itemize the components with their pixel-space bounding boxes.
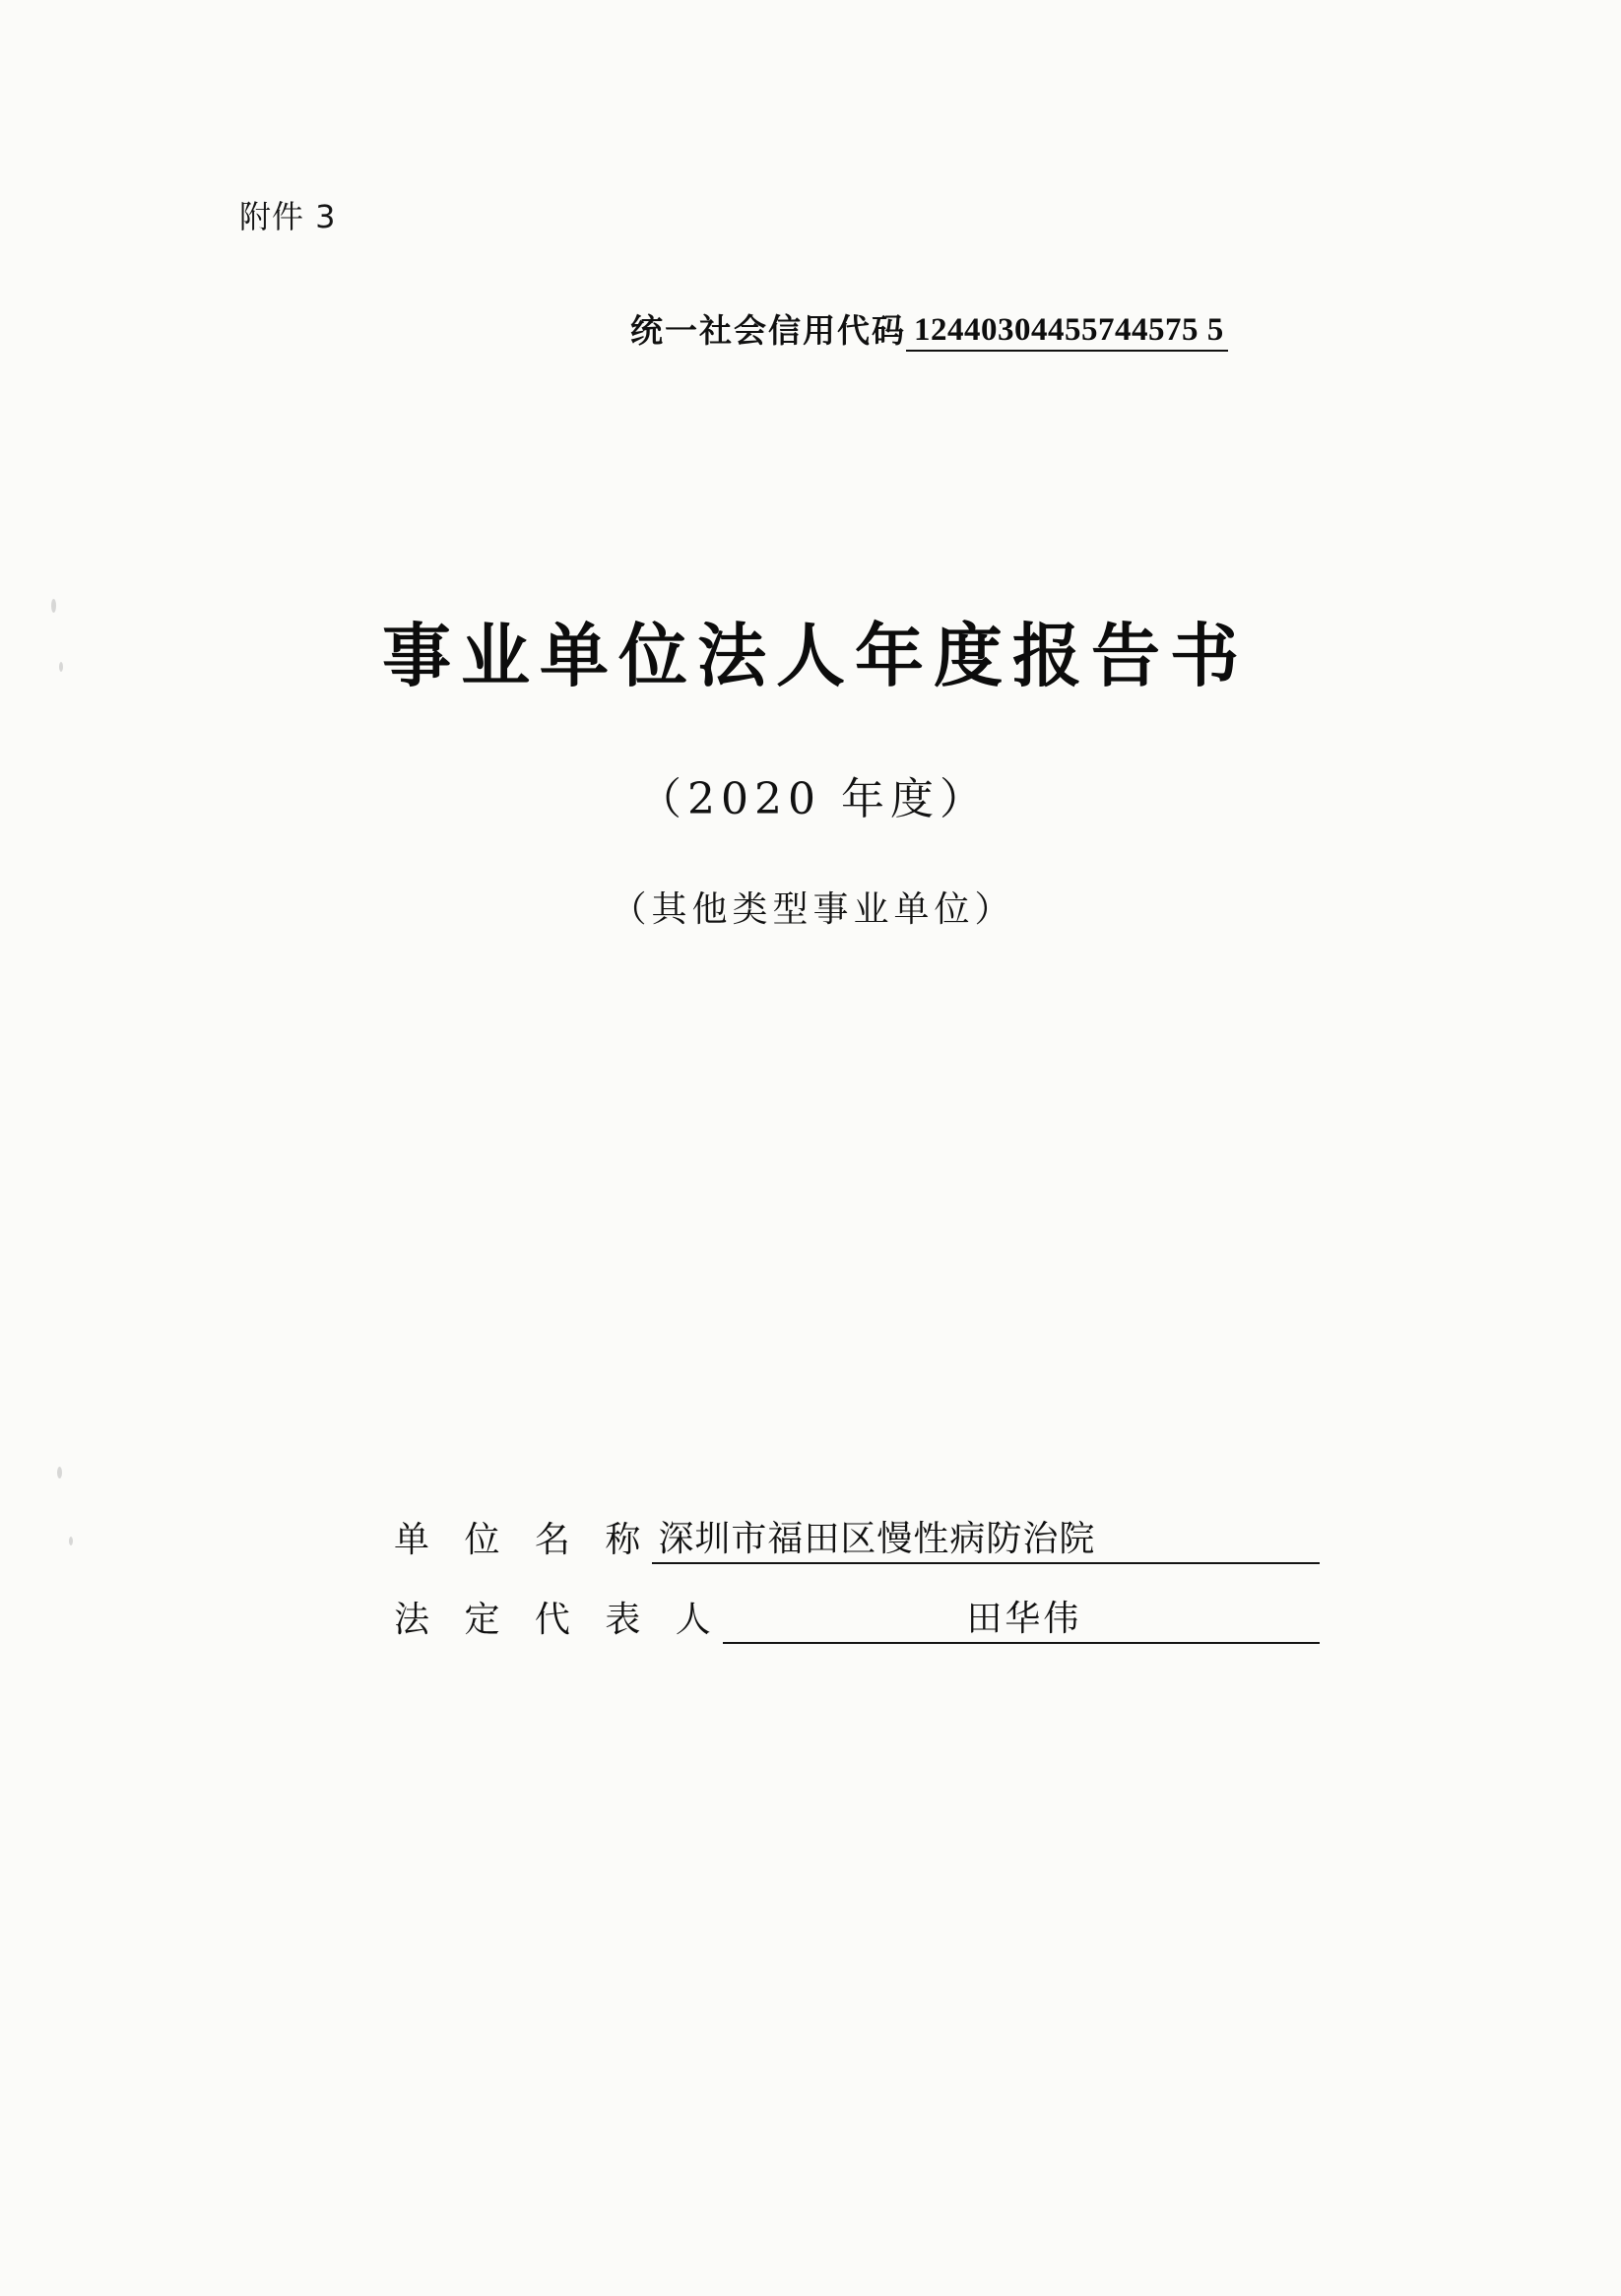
report-year: （2020 年度） [638, 774, 989, 824]
scan-speck [57, 1467, 62, 1478]
credit-code-label: 统一社会信用代码 [630, 311, 906, 350]
credit-code-value: 12440304455744575 5 [906, 312, 1228, 352]
credit-code-row [630, 305, 1228, 352]
scan-speck [69, 1537, 73, 1545]
field-unit-name-label: 单 位 名 称 [394, 1520, 653, 1560]
field-unit-name [394, 1512, 1320, 1564]
field-unit-name-value: 深圳市福田区慢性病防治院 [652, 1519, 1320, 1564]
page-title: 事业单位法人年度报告书 [382, 615, 1249, 696]
field-legal-representative [394, 1592, 1320, 1644]
institution-type: （其他类型事业单位） [611, 889, 1015, 930]
field-legal-representative-label: 法 定 代 表 人 [394, 1600, 723, 1640]
attachment-label: 附件 3 [239, 198, 337, 235]
field-legal-representative-value: 田华伟 [723, 1599, 1320, 1644]
form-fields [394, 1512, 1320, 1672]
